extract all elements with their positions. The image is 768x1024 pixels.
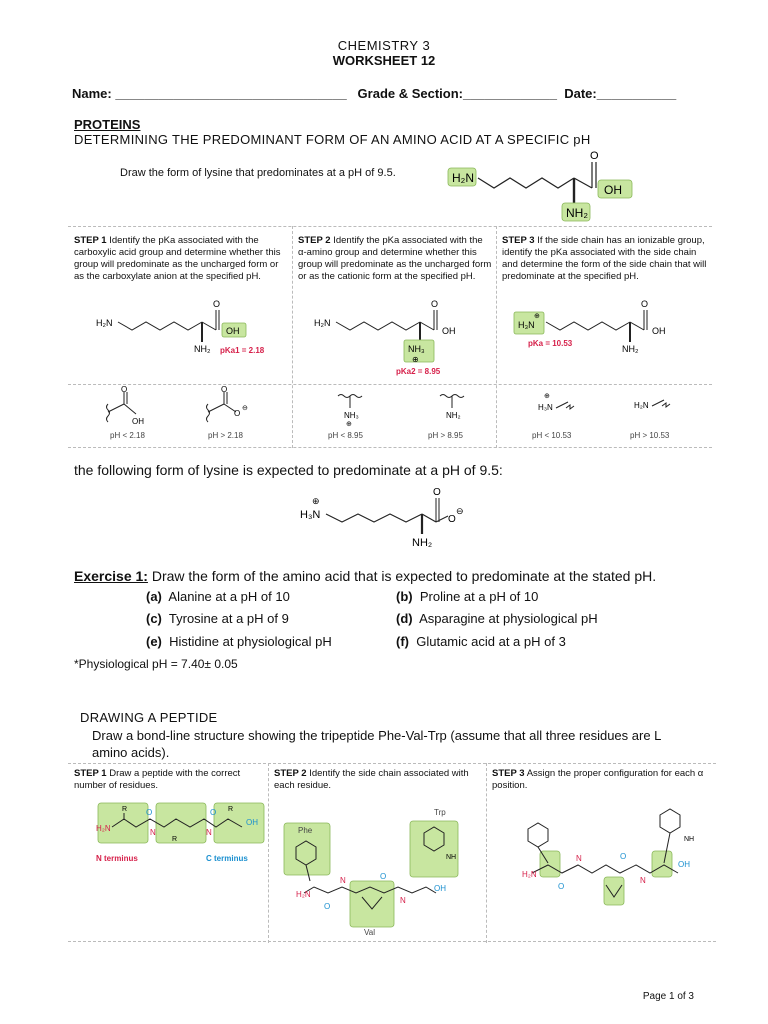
svg-text:N: N [340, 876, 346, 885]
pka2-label: pKa2 = 8.95 [396, 367, 441, 376]
svg-text:O: O [558, 882, 565, 891]
svg-text:H₂N: H₂N [452, 171, 474, 185]
step1-text [74, 235, 286, 283]
step1-label: STEP 1 [74, 235, 107, 246]
section-subtitle: DETERMINING THE PREDOMINANT FORM OF AN AMINO ACID AT A SPECIFIC pH [74, 132, 591, 147]
c-terminus-label: C terminus [206, 854, 248, 863]
svg-text:OH: OH [604, 183, 622, 197]
svg-text:R: R [122, 806, 128, 813]
ph-label-1: pH < 2.18 [110, 431, 145, 440]
svg-text:⊕: ⊕ [412, 355, 419, 364]
ph-label-5: pH < 10.53 [532, 431, 572, 440]
svg-text:NH₂: NH₂ [566, 206, 588, 220]
svg-text:O: O [121, 386, 128, 394]
svg-text:R: R [172, 836, 178, 843]
exercise-item-d: (d) Asparagine at physiological pH [396, 611, 598, 626]
svg-text:OH: OH [442, 326, 456, 336]
svg-text:O: O [590, 150, 599, 162]
svg-text:NH₂: NH₂ [194, 344, 211, 354]
svg-text:⊕: ⊕ [544, 393, 550, 400]
lysine-steps-panel [68, 226, 712, 448]
svg-text:H₃N: H₃N [300, 509, 321, 521]
ph-label-2: pH > 2.18 [208, 431, 243, 440]
svg-text:O: O [210, 808, 217, 817]
svg-text:O: O [213, 299, 221, 309]
n-terminus-label: N terminus [96, 854, 138, 863]
page-number: Page 1 of 3 [642, 991, 694, 1002]
ph-fragments-row [68, 386, 712, 446]
svg-text:H₃N: H₃N [538, 403, 553, 412]
peptide-instruction: Draw a bond-line structure showing the tripeptide Phe-Val-Trp (assume that all three residues are L amino acids). [92, 728, 661, 760]
svg-text:⊖: ⊖ [242, 405, 248, 412]
exercise-item-e: (e) Histidine at physiological pH [146, 634, 332, 649]
svg-text:NH: NH [446, 854, 457, 861]
pep-step3-text: STEP 3 Assign the proper configuration for each α position. [492, 768, 704, 791]
svg-text:H₂N: H₂N [634, 401, 649, 410]
lysine-predominant-structure [290, 484, 490, 554]
name-grade-date-line: Name: ________________________________ Grade & Section:_____________ Date:___________ [72, 86, 677, 101]
svg-text:N: N [576, 854, 582, 863]
step2-structure [306, 298, 496, 380]
exercise-instruction: Draw the form of the amino acid that is expected to predominate at the stated pH. [151, 568, 657, 584]
peptide-steps-panel [68, 763, 716, 943]
worksheet-title: WORKSHEET 12 [332, 53, 436, 68]
pep-step2-structure [274, 793, 484, 939]
lysine-prompt: Draw the form of lysine that predominates at a pH of 9.5. [120, 167, 396, 179]
svg-text:⊕: ⊕ [312, 496, 320, 506]
course-title: CHEMISTRY 3 [337, 38, 431, 53]
svg-text:O: O [448, 514, 456, 525]
step1-structure [88, 298, 288, 368]
svg-text:OH: OH [678, 860, 690, 869]
svg-text:N: N [640, 876, 646, 885]
svg-text:⊖: ⊖ [456, 506, 464, 516]
svg-text:H₃N: H₃N [518, 320, 535, 330]
pep-step3-structure [496, 793, 712, 939]
svg-text:NH₃: NH₃ [408, 344, 425, 354]
trp-label: Trp [434, 808, 446, 817]
exercise-item-f: (f) Glutamic acid at a pH of 3 [396, 634, 566, 649]
svg-text:O: O [620, 852, 627, 861]
section-title-proteins: PROTEINS [74, 117, 141, 132]
pka3-label: pKa = 10.53 [528, 339, 573, 348]
svg-text:O: O [431, 299, 439, 309]
svg-text:OH: OH [246, 818, 258, 827]
svg-text:NH: NH [684, 836, 695, 843]
svg-text:O: O [146, 808, 153, 817]
exercise-item-a: (a) Alanine at a pH of 10 [146, 589, 290, 604]
svg-text:⊕: ⊕ [534, 313, 540, 320]
svg-text:⊕: ⊕ [346, 421, 352, 428]
section-title-drawing-peptide: DRAWING A PEPTIDE [80, 710, 218, 725]
lysine-structure [440, 148, 650, 223]
svg-text:O: O [380, 872, 387, 881]
step3-text [502, 235, 708, 283]
svg-text:O: O [221, 386, 228, 394]
ph-label-6: pH > 10.53 [630, 431, 670, 440]
svg-text:NH₂: NH₂ [412, 537, 433, 549]
svg-text:N: N [206, 828, 212, 837]
svg-text:NH₂: NH₂ [622, 344, 639, 354]
exercise-item-c: (c) Tyrosine at a pH of 9 [146, 611, 289, 626]
svg-text:N: N [150, 828, 156, 837]
svg-text:NH₂: NH₂ [446, 411, 461, 420]
svg-text:OH: OH [434, 884, 446, 893]
step2-body: Identify the pKa associated with the α-amino group and determine whether this group will predominate as the uncharged form or as the cationic form at the specified pH. [298, 235, 492, 282]
svg-text:H₂N: H₂N [96, 824, 111, 833]
step3-body: If the side chain has an ionizable group, identify the pKa associated with the side chain and determine the form of the side chain that will predominate at the specified pH. [502, 235, 707, 282]
svg-text:OH: OH [226, 326, 240, 336]
pep-step1-text: STEP 1 Draw a peptide with the correct number of residues. [74, 768, 241, 791]
val-label: Val [364, 928, 375, 937]
svg-text:OH: OH [132, 417, 144, 426]
pka1-label: pKa1 = 2.18 [220, 346, 265, 355]
step3-structure [508, 298, 708, 368]
step2-label: STEP 2 [298, 235, 331, 246]
step3-label: STEP 3 [502, 235, 535, 246]
pep-step1-structure [86, 799, 268, 869]
svg-text:H₂N: H₂N [96, 318, 113, 328]
exercise-item-b: (b) Proline at a pH of 10 [396, 589, 539, 604]
step2-text [298, 235, 492, 283]
svg-text:H₂N: H₂N [296, 890, 311, 899]
svg-text:O: O [433, 487, 441, 498]
exercise-heading [74, 568, 656, 584]
svg-text:H₂N: H₂N [522, 870, 537, 879]
phe-label: Phe [298, 826, 313, 835]
svg-text:R: R [228, 806, 234, 813]
pep-step2-text: STEP 2 Identify the side chain associated with each residue. [274, 768, 469, 791]
physiological-ph-footnote: *Physiological pH = 7.40± 0.05 [74, 657, 238, 671]
conclusion-text: the following form of lysine is expected to predominate at a pH of 9.5: [74, 462, 503, 478]
svg-text:O: O [324, 902, 331, 911]
svg-text:O: O [234, 409, 241, 418]
svg-text:H₂N: H₂N [314, 318, 331, 328]
exercise-label: Exercise 1: [74, 568, 148, 584]
ph-label-3: pH < 8.95 [328, 431, 363, 440]
ph-label-4: pH > 8.95 [428, 431, 463, 440]
step1-body: Identify the pKa associated with the carboxylic acid group and determine whether this group will predominate as the uncharged form or as the carboxylate anion at the specified pH. [74, 235, 281, 282]
svg-text:OH: OH [652, 326, 666, 336]
svg-text:N: N [400, 896, 406, 905]
svg-text:NH₃: NH₃ [344, 411, 359, 420]
svg-text:O: O [641, 299, 649, 309]
